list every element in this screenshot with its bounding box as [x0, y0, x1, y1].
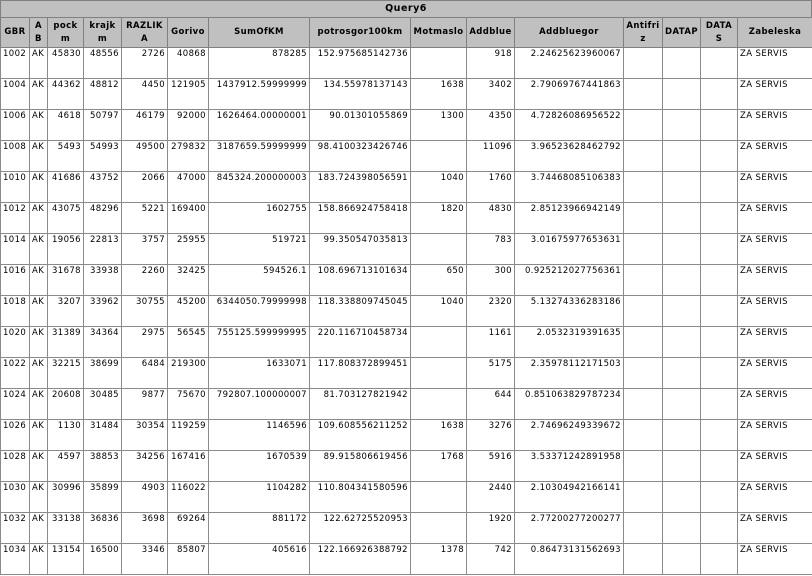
cell-addblue[interactable]: 11096 — [467, 141, 515, 172]
cell-razlika[interactable]: 3346 — [122, 544, 168, 575]
cell-potrosgor100km[interactable]: 110.804341580596 — [310, 482, 411, 513]
cell-addblue[interactable]: 4830 — [467, 203, 515, 234]
table-row[interactable] — [1, 172, 812, 203]
cell-sumofkm[interactable]: 1602755 — [209, 203, 310, 234]
table-row[interactable] — [1, 141, 812, 172]
cell-datas[interactable] — [701, 451, 738, 482]
cell-pockm[interactable]: 31678 — [48, 265, 84, 296]
cell-addblue[interactable]: 5175 — [467, 358, 515, 389]
cell-zabeleska[interactable]: ZA SERVIS — [738, 420, 812, 451]
cell-gbr[interactable]: 1026 — [1, 420, 30, 451]
cell-gorivo[interactable]: 32425 — [168, 265, 209, 296]
cell-krajkm[interactable]: 22813 — [84, 234, 122, 265]
cell-gbr[interactable]: 1016 — [1, 265, 30, 296]
cell-addblue[interactable]: 644 — [467, 389, 515, 420]
cell-krajkm[interactable]: 36836 — [84, 513, 122, 544]
cell-addblue[interactable]: 1920 — [467, 513, 515, 544]
col-header-datap[interactable]: DATAP — [663, 18, 701, 48]
cell-potrosgor100km[interactable]: 108.696713101634 — [310, 265, 411, 296]
cell-gbr[interactable]: 1030 — [1, 482, 30, 513]
cell-potrosgor100km[interactable]: 81.703127821942 — [310, 389, 411, 420]
cell-motmaslo[interactable] — [411, 327, 467, 358]
cell-razlika[interactable]: 46179 — [122, 110, 168, 141]
col-header-krajkm[interactable]: krajkm — [84, 18, 122, 48]
col-header-zabeleska[interactable]: Zabeleska — [738, 18, 812, 48]
cell-datap[interactable] — [663, 79, 701, 110]
cell-razlika[interactable]: 3757 — [122, 234, 168, 265]
header-row — [1, 18, 812, 48]
cell-datap[interactable] — [663, 513, 701, 544]
cell-ab[interactable]: AK — [30, 389, 48, 420]
cell-gorivo[interactable]: 219300 — [168, 358, 209, 389]
col-header-razlika[interactable]: RAZLIKA — [122, 18, 168, 48]
cell-gbr[interactable]: 1006 — [1, 110, 30, 141]
cell-razlika[interactable]: 30755 — [122, 296, 168, 327]
cell-motmaslo[interactable] — [411, 389, 467, 420]
cell-pockm[interactable]: 44362 — [48, 79, 84, 110]
cell-potrosgor100km[interactable]: 158.866924758418 — [310, 203, 411, 234]
cell-motmaslo[interactable]: 1378 — [411, 544, 467, 575]
cell-krajkm[interactable]: 16500 — [84, 544, 122, 575]
cell-sumofkm[interactable]: 792807.100000007 — [209, 389, 310, 420]
cell-motmaslo[interactable] — [411, 48, 467, 79]
cell-datas[interactable] — [701, 79, 738, 110]
cell-zabeleska[interactable]: ZA SERVIS — [738, 482, 812, 513]
table-row[interactable] — [1, 110, 812, 141]
table-row[interactable] — [1, 79, 812, 110]
cell-antifriz[interactable] — [624, 110, 663, 141]
table-row[interactable] — [1, 420, 812, 451]
cell-zabeleska[interactable]: ZA SERVIS — [738, 389, 812, 420]
cell-zabeleska[interactable]: ZA SERVIS — [738, 544, 812, 575]
cell-zabeleska[interactable]: ZA SERVIS — [738, 358, 812, 389]
cell-krajkm[interactable]: 31484 — [84, 420, 122, 451]
cell-gorivo[interactable]: 56545 — [168, 327, 209, 358]
cell-antifriz[interactable] — [624, 451, 663, 482]
cell-addbluegor[interactable]: 2.24625623960067 — [515, 48, 624, 79]
cell-zabeleska[interactable]: ZA SERVIS — [738, 327, 812, 358]
cell-gbr[interactable]: 1004 — [1, 79, 30, 110]
cell-datap[interactable] — [663, 482, 701, 513]
cell-gorivo[interactable]: 45200 — [168, 296, 209, 327]
cell-motmaslo[interactable] — [411, 141, 467, 172]
cell-ab[interactable]: AK — [30, 327, 48, 358]
cell-pockm[interactable]: 30996 — [48, 482, 84, 513]
cell-antifriz[interactable] — [624, 389, 663, 420]
cell-datas[interactable] — [701, 265, 738, 296]
cell-gorivo[interactable]: 75670 — [168, 389, 209, 420]
cell-pockm[interactable]: 3207 — [48, 296, 84, 327]
cell-razlika[interactable]: 2066 — [122, 172, 168, 203]
cell-pockm[interactable]: 20608 — [48, 389, 84, 420]
cell-antifriz[interactable] — [624, 358, 663, 389]
cell-ab[interactable]: AK — [30, 513, 48, 544]
cell-pockm[interactable]: 45830 — [48, 48, 84, 79]
cell-motmaslo[interactable]: 1768 — [411, 451, 467, 482]
cell-ab[interactable]: AK — [30, 110, 48, 141]
cell-zabeleska[interactable]: ZA SERVIS — [738, 451, 812, 482]
cell-gorivo[interactable]: 116022 — [168, 482, 209, 513]
cell-datas[interactable] — [701, 327, 738, 358]
col-header-datas[interactable]: DATAS — [701, 18, 738, 48]
cell-datap[interactable] — [663, 141, 701, 172]
cell-gorivo[interactable]: 119259 — [168, 420, 209, 451]
cell-sumofkm[interactable]: 1437912.59999999 — [209, 79, 310, 110]
cell-potrosgor100km[interactable]: 220.116710458734 — [310, 327, 411, 358]
query-datasheet — [0, 17, 812, 575]
table-row[interactable] — [1, 451, 812, 482]
cell-gbr[interactable]: 1018 — [1, 296, 30, 327]
cell-sumofkm[interactable]: 1626464.00000001 — [209, 110, 310, 141]
table-row[interactable] — [1, 203, 812, 234]
cell-krajkm[interactable]: 30485 — [84, 389, 122, 420]
query-window-title: Query6 — [0, 0, 812, 18]
cell-potrosgor100km[interactable]: 89.915806619456 — [310, 451, 411, 482]
cell-addbluegor[interactable]: 3.01675977653631 — [515, 234, 624, 265]
cell-antifriz[interactable] — [624, 482, 663, 513]
cell-razlika[interactable]: 5221 — [122, 203, 168, 234]
col-header-gbr[interactable]: GBR — [1, 18, 30, 48]
cell-zabeleska[interactable]: ZA SERVIS — [738, 172, 812, 203]
cell-motmaslo[interactable] — [411, 482, 467, 513]
cell-addblue[interactable]: 300 — [467, 265, 515, 296]
cell-gorivo[interactable]: 121905 — [168, 79, 209, 110]
cell-gorivo[interactable]: 279832 — [168, 141, 209, 172]
cell-datap[interactable] — [663, 234, 701, 265]
cell-sumofkm[interactable]: 6344050.79999998 — [209, 296, 310, 327]
cell-pockm[interactable]: 33138 — [48, 513, 84, 544]
cell-motmaslo[interactable]: 1040 — [411, 172, 467, 203]
cell-potrosgor100km[interactable]: 134.55978137143 — [310, 79, 411, 110]
cell-antifriz[interactable] — [624, 79, 663, 110]
cell-sumofkm[interactable]: 755125.599999995 — [209, 327, 310, 358]
cell-datap[interactable] — [663, 110, 701, 141]
cell-zabeleska[interactable]: ZA SERVIS — [738, 79, 812, 110]
cell-gorivo[interactable]: 40868 — [168, 48, 209, 79]
cell-ab[interactable]: AK — [30, 79, 48, 110]
cell-gbr[interactable]: 1020 — [1, 327, 30, 358]
cell-addblue[interactable]: 783 — [467, 234, 515, 265]
cell-datas[interactable] — [701, 234, 738, 265]
cell-gbr[interactable]: 1022 — [1, 358, 30, 389]
cell-gbr[interactable]: 1010 — [1, 172, 30, 203]
cell-potrosgor100km[interactable]: 118.338809745045 — [310, 296, 411, 327]
cell-ab[interactable]: AK — [30, 420, 48, 451]
cell-gorivo[interactable]: 85807 — [168, 544, 209, 575]
cell-ab[interactable]: AK — [30, 358, 48, 389]
cell-gorivo[interactable]: 69264 — [168, 513, 209, 544]
cell-datap[interactable] — [663, 544, 701, 575]
cell-antifriz[interactable] — [624, 48, 663, 79]
cell-pockm[interactable]: 13154 — [48, 544, 84, 575]
cell-razlika[interactable]: 4450 — [122, 79, 168, 110]
cell-addbluegor[interactable]: 2.74696249339672 — [515, 420, 624, 451]
cell-krajkm[interactable]: 33962 — [84, 296, 122, 327]
cell-datas[interactable] — [701, 172, 738, 203]
cell-datap[interactable] — [663, 389, 701, 420]
cell-antifriz[interactable] — [624, 327, 663, 358]
cell-zabeleska[interactable]: ZA SERVIS — [738, 265, 812, 296]
cell-addblue[interactable]: 2440 — [467, 482, 515, 513]
cell-gbr[interactable]: 1032 — [1, 513, 30, 544]
cell-addbluegor[interactable]: 2.77200277200277 — [515, 513, 624, 544]
cell-krajkm[interactable]: 33938 — [84, 265, 122, 296]
cell-sumofkm[interactable]: 405616 — [209, 544, 310, 575]
cell-datas[interactable] — [701, 110, 738, 141]
col-header-sumofkm[interactable]: SumOfKM — [209, 18, 310, 48]
cell-datap[interactable] — [663, 451, 701, 482]
cell-ab[interactable]: AK — [30, 265, 48, 296]
cell-pockm[interactable]: 43075 — [48, 203, 84, 234]
cell-datas[interactable] — [701, 482, 738, 513]
cell-datap[interactable] — [663, 358, 701, 389]
cell-addbluegor[interactable]: 3.53371242891958 — [515, 451, 624, 482]
cell-motmaslo[interactable] — [411, 513, 467, 544]
cell-datas[interactable] — [701, 544, 738, 575]
table-row[interactable] — [1, 234, 812, 265]
cell-addblue[interactable]: 1161 — [467, 327, 515, 358]
cell-sumofkm[interactable]: 3187659.59999999 — [209, 141, 310, 172]
cell-pockm[interactable]: 4597 — [48, 451, 84, 482]
cell-krajkm[interactable]: 48296 — [84, 203, 122, 234]
cell-antifriz[interactable] — [624, 544, 663, 575]
cell-addbluegor[interactable]: 2.35978112171503 — [515, 358, 624, 389]
cell-gbr[interactable]: 1008 — [1, 141, 30, 172]
cell-addbluegor[interactable]: 0.851063829787234 — [515, 389, 624, 420]
col-header-ab[interactable]: AB — [30, 18, 48, 48]
cell-addblue[interactable]: 3276 — [467, 420, 515, 451]
cell-potrosgor100km[interactable]: 90.01301055869 — [310, 110, 411, 141]
cell-krajkm[interactable]: 48556 — [84, 48, 122, 79]
cell-motmaslo[interactable]: 1040 — [411, 296, 467, 327]
cell-datap[interactable] — [663, 265, 701, 296]
cell-gorivo[interactable]: 25955 — [168, 234, 209, 265]
cell-ab[interactable]: AK — [30, 203, 48, 234]
cell-ab[interactable]: AK — [30, 234, 48, 265]
cell-razlika[interactable]: 3698 — [122, 513, 168, 544]
cell-gbr[interactable]: 1002 — [1, 48, 30, 79]
cell-ab[interactable]: AK — [30, 482, 48, 513]
cell-potrosgor100km[interactable]: 99.350547035813 — [310, 234, 411, 265]
table-row[interactable] — [1, 544, 812, 575]
cell-razlika[interactable]: 4903 — [122, 482, 168, 513]
table-row[interactable] — [1, 327, 812, 358]
cell-addbluegor[interactable]: 2.85123966942149 — [515, 203, 624, 234]
cell-sumofkm[interactable]: 519721 — [209, 234, 310, 265]
cell-krajkm[interactable]: 35899 — [84, 482, 122, 513]
cell-krajkm[interactable]: 38699 — [84, 358, 122, 389]
cell-antifriz[interactable] — [624, 203, 663, 234]
cell-addbluegor[interactable]: 3.74468085106383 — [515, 172, 624, 203]
cell-krajkm[interactable]: 48812 — [84, 79, 122, 110]
cell-datap[interactable] — [663, 48, 701, 79]
cell-motmaslo[interactable]: 1300 — [411, 110, 467, 141]
cell-datas[interactable] — [701, 48, 738, 79]
table-row[interactable] — [1, 48, 812, 79]
cell-ab[interactable]: AK — [30, 172, 48, 203]
cell-datas[interactable] — [701, 513, 738, 544]
col-header-pockm[interactable]: pockm — [48, 18, 84, 48]
cell-krajkm[interactable]: 38853 — [84, 451, 122, 482]
cell-datap[interactable] — [663, 296, 701, 327]
cell-zabeleska[interactable]: ZA SERVIS — [738, 234, 812, 265]
cell-motmaslo[interactable]: 1638 — [411, 79, 467, 110]
cell-antifriz[interactable] — [624, 513, 663, 544]
col-header-potrosgor100km[interactable]: potrosgor100km — [310, 18, 411, 48]
cell-addblue[interactable]: 5916 — [467, 451, 515, 482]
cell-motmaslo[interactable] — [411, 234, 467, 265]
cell-antifriz[interactable] — [624, 234, 663, 265]
cell-ab[interactable]: AK — [30, 48, 48, 79]
cell-datas[interactable] — [701, 296, 738, 327]
cell-gorivo[interactable]: 167416 — [168, 451, 209, 482]
cell-addbluegor[interactable]: 2.0532319391635 — [515, 327, 624, 358]
cell-zabeleska[interactable]: ZA SERVIS — [738, 110, 812, 141]
cell-addblue[interactable]: 2320 — [467, 296, 515, 327]
cell-razlika[interactable]: 49500 — [122, 141, 168, 172]
cell-razlika[interactable]: 6484 — [122, 358, 168, 389]
cell-sumofkm[interactable]: 1146596 — [209, 420, 310, 451]
cell-krajkm[interactable]: 34364 — [84, 327, 122, 358]
cell-potrosgor100km[interactable]: 109.608556211252 — [310, 420, 411, 451]
col-header-addblue[interactable]: Addblue — [467, 18, 515, 48]
cell-gbr[interactable]: 1028 — [1, 451, 30, 482]
cell-antifriz[interactable] — [624, 172, 663, 203]
cell-gbr[interactable]: 1024 — [1, 389, 30, 420]
cell-pockm[interactable]: 41686 — [48, 172, 84, 203]
cell-datap[interactable] — [663, 203, 701, 234]
cell-sumofkm[interactable]: 1633071 — [209, 358, 310, 389]
cell-datas[interactable] — [701, 389, 738, 420]
cell-datap[interactable] — [663, 172, 701, 203]
cell-potrosgor100km[interactable]: 122.62725520953 — [310, 513, 411, 544]
cell-zabeleska[interactable]: ZA SERVIS — [738, 141, 812, 172]
cell-zabeleska[interactable]: ZA SERVIS — [738, 296, 812, 327]
cell-pockm[interactable]: 19056 — [48, 234, 84, 265]
cell-sumofkm[interactable]: 881172 — [209, 513, 310, 544]
table-row[interactable] — [1, 513, 812, 544]
cell-datas[interactable] — [701, 358, 738, 389]
cell-ab[interactable]: AK — [30, 296, 48, 327]
cell-addbluegor[interactable]: 2.10304942166141 — [515, 482, 624, 513]
table-row[interactable] — [1, 389, 812, 420]
cell-pockm[interactable]: 5493 — [48, 141, 84, 172]
cell-potrosgor100km[interactable]: 117.808372899451 — [310, 358, 411, 389]
cell-gorivo[interactable]: 92000 — [168, 110, 209, 141]
col-header-gorivo[interactable]: Gorivo — [168, 18, 209, 48]
cell-razlika[interactable]: 2975 — [122, 327, 168, 358]
cell-gbr[interactable]: 1014 — [1, 234, 30, 265]
col-header-addbluegor[interactable]: Addbluegor — [515, 18, 624, 48]
cell-addblue[interactable]: 4350 — [467, 110, 515, 141]
col-header-antifriz[interactable]: Antifriz — [624, 18, 663, 48]
cell-datas[interactable] — [701, 141, 738, 172]
cell-krajkm[interactable]: 54993 — [84, 141, 122, 172]
cell-gorivo[interactable]: 169400 — [168, 203, 209, 234]
cell-addbluegor[interactable]: 4.72826086956522 — [515, 110, 624, 141]
cell-ab[interactable]: AK — [30, 141, 48, 172]
cell-potrosgor100km[interactable]: 152.975685142736 — [310, 48, 411, 79]
cell-zabeleska[interactable]: ZA SERVIS — [738, 203, 812, 234]
cell-ab[interactable]: AK — [30, 544, 48, 575]
cell-addblue[interactable]: 1760 — [467, 172, 515, 203]
cell-zabeleska[interactable]: ZA SERVIS — [738, 48, 812, 79]
cell-sumofkm[interactable]: 878285 — [209, 48, 310, 79]
cell-razlika[interactable]: 2726 — [122, 48, 168, 79]
cell-antifriz[interactable] — [624, 420, 663, 451]
cell-addblue[interactable]: 918 — [467, 48, 515, 79]
cell-addblue[interactable]: 3402 — [467, 79, 515, 110]
cell-motmaslo[interactable]: 1820 — [411, 203, 467, 234]
table-row[interactable] — [1, 358, 812, 389]
cell-potrosgor100km[interactable]: 122.166926388792 — [310, 544, 411, 575]
cell-antifriz[interactable] — [624, 141, 663, 172]
cell-zabeleska[interactable]: ZA SERVIS — [738, 513, 812, 544]
cell-sumofkm[interactable]: 845324.200000003 — [209, 172, 310, 203]
cell-addbluegor[interactable]: 5.13274336283186 — [515, 296, 624, 327]
cell-gbr[interactable]: 1012 — [1, 203, 30, 234]
cell-gorivo[interactable]: 47000 — [168, 172, 209, 203]
cell-motmaslo[interactable]: 650 — [411, 265, 467, 296]
cell-motmaslo[interactable]: 1638 — [411, 420, 467, 451]
cell-potrosgor100km[interactable]: 98.4100323426746 — [310, 141, 411, 172]
table-row[interactable] — [1, 265, 812, 296]
cell-datas[interactable] — [701, 420, 738, 451]
cell-pockm[interactable]: 4618 — [48, 110, 84, 141]
cell-pockm[interactable]: 31389 — [48, 327, 84, 358]
cell-razlika[interactable]: 34256 — [122, 451, 168, 482]
cell-motmaslo[interactable] — [411, 358, 467, 389]
cell-potrosgor100km[interactable]: 183.724398056591 — [310, 172, 411, 203]
cell-datap[interactable] — [663, 327, 701, 358]
cell-gbr[interactable]: 1034 — [1, 544, 30, 575]
cell-krajkm[interactable]: 50797 — [84, 110, 122, 141]
cell-pockm[interactable]: 1130 — [48, 420, 84, 451]
cell-ab[interactable]: AK — [30, 451, 48, 482]
cell-razlika[interactable]: 2260 — [122, 265, 168, 296]
table-row[interactable] — [1, 482, 812, 513]
cell-pockm[interactable]: 32215 — [48, 358, 84, 389]
cell-razlika[interactable]: 30354 — [122, 420, 168, 451]
cell-sumofkm[interactable]: 1104282 — [209, 482, 310, 513]
cell-sumofkm[interactable]: 1670539 — [209, 451, 310, 482]
cell-addbluegor[interactable]: 2.79069767441863 — [515, 79, 624, 110]
cell-addblue[interactable]: 742 — [467, 544, 515, 575]
cell-razlika[interactable]: 9877 — [122, 389, 168, 420]
col-header-motmaslo[interactable]: Motmaslo — [411, 18, 467, 48]
cell-sumofkm[interactable]: 594526.1 — [209, 265, 310, 296]
cell-addbluegor[interactable]: 3.96523628462792 — [515, 141, 624, 172]
cell-addbluegor[interactable]: 0.86473131562693 — [515, 544, 624, 575]
cell-datas[interactable] — [701, 203, 738, 234]
cell-krajkm[interactable]: 43752 — [84, 172, 122, 203]
cell-datap[interactable] — [663, 420, 701, 451]
cell-addbluegor[interactable]: 0.925212027756361 — [515, 265, 624, 296]
cell-antifriz[interactable] — [624, 265, 663, 296]
table-row[interactable] — [1, 296, 812, 327]
cell-antifriz[interactable] — [624, 296, 663, 327]
